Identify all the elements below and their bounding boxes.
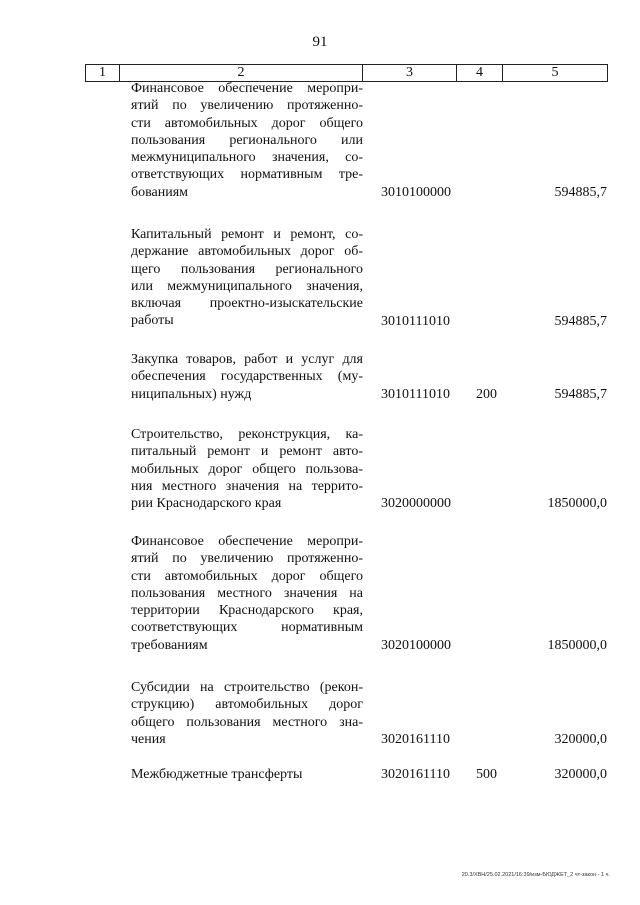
description-line: бованиям bbox=[131, 184, 189, 200]
description-line: Межбюджетные трансферты bbox=[131, 767, 303, 782]
description-line: питальный ремонт и ремонт авто- bbox=[131, 444, 363, 460]
description-line: Закупка товаров, работ и услуг для bbox=[131, 352, 363, 367]
description-line: мобильных дорог общего пользова- bbox=[131, 461, 363, 477]
row-code: 3020161110 bbox=[381, 731, 450, 747]
row-amount: 320000,0 bbox=[554, 767, 607, 782]
description-line: щего пользования регионального bbox=[131, 261, 363, 277]
description-line: территории Краснодарского края, bbox=[131, 603, 363, 619]
row-description bbox=[131, 533, 363, 654]
description-line: ответствующих нормативным тре- bbox=[131, 167, 363, 183]
row-description bbox=[131, 679, 363, 748]
row-amount: 1850000,0 bbox=[547, 637, 607, 653]
column-header-5: 5 bbox=[503, 65, 608, 82]
description-line: работы bbox=[131, 313, 174, 329]
description-line: сти автомобильных дорог общего bbox=[131, 568, 363, 584]
description-line: чения bbox=[131, 731, 166, 747]
description-line: ниципальных) нужд bbox=[131, 386, 252, 402]
row-amount: 594885,7 bbox=[554, 184, 607, 200]
row-amount: 594885,7 bbox=[554, 386, 607, 402]
column-header-3: 3 bbox=[363, 65, 457, 82]
column-header-2: 2 bbox=[120, 65, 363, 82]
description-line: Строительство, реконструкция, ка- bbox=[131, 427, 363, 442]
description-line: пользования местного значения на bbox=[131, 585, 363, 601]
description-line: струкцию) автомобильных дорог bbox=[131, 697, 363, 713]
description-line: обеспечения государственных (му- bbox=[131, 369, 363, 385]
column-header-4: 4 bbox=[457, 65, 503, 82]
description-line: рии Краснодарского края bbox=[131, 496, 282, 512]
description-line: требованиям bbox=[131, 637, 208, 653]
description-line: держание автомобильных дорог об- bbox=[131, 244, 363, 260]
row-description bbox=[131, 766, 363, 783]
description-line: или межмуниципального значения, bbox=[131, 278, 363, 294]
description-line: общего пользования местного зна- bbox=[131, 714, 363, 730]
description-line: Финансовое обеспечение меропри- bbox=[131, 534, 363, 549]
row-code: 3020161110 bbox=[381, 767, 450, 782]
row-code: 3020000000 bbox=[381, 496, 451, 512]
row-amount: 594885,7 bbox=[554, 313, 607, 329]
row-code: 3010100000 bbox=[381, 184, 451, 200]
page-number: 91 bbox=[312, 34, 328, 50]
row-amount: 320000,0 bbox=[554, 731, 607, 747]
row-description bbox=[131, 426, 363, 512]
description-line: Капитальный ремонт и ремонт, со- bbox=[131, 227, 363, 242]
column-header-1: 1 bbox=[86, 65, 120, 82]
description-line: пользования регионального или bbox=[131, 132, 363, 148]
row-expense-type: 200 bbox=[476, 386, 497, 402]
row-description bbox=[131, 351, 363, 403]
description-line: ятий по увеличению протяженно- bbox=[131, 551, 363, 567]
description-line: сти автомобильных дорог общего bbox=[131, 115, 363, 131]
description-line: ятий по увеличению протяженно- bbox=[131, 98, 363, 114]
footer-reference: 20.3/ХВН/25.02.2021/16:39/изм-БЮДЖЕТ_2 чт-закон - 1 ч. bbox=[461, 872, 610, 878]
row-expense-type: 500 bbox=[476, 767, 497, 782]
description-line: включая проектно-изыскательские bbox=[131, 296, 363, 312]
row-code: 3020100000 bbox=[381, 637, 451, 653]
row-amount: 1850000,0 bbox=[547, 496, 607, 512]
description-line: соответствующих нормативным bbox=[131, 620, 363, 636]
row-code: 3010111010 bbox=[381, 313, 450, 329]
row-code: 3010111010 bbox=[381, 386, 450, 402]
description-line: Субсидии на строительство (рекон- bbox=[131, 680, 363, 695]
description-line: межмуниципального значения, со- bbox=[131, 150, 363, 166]
description-line: ния местного значения на террито- bbox=[131, 478, 363, 494]
description-line: Финансовое обеспечение меропри- bbox=[131, 81, 363, 96]
row-description bbox=[131, 80, 363, 201]
row-description bbox=[131, 226, 363, 330]
